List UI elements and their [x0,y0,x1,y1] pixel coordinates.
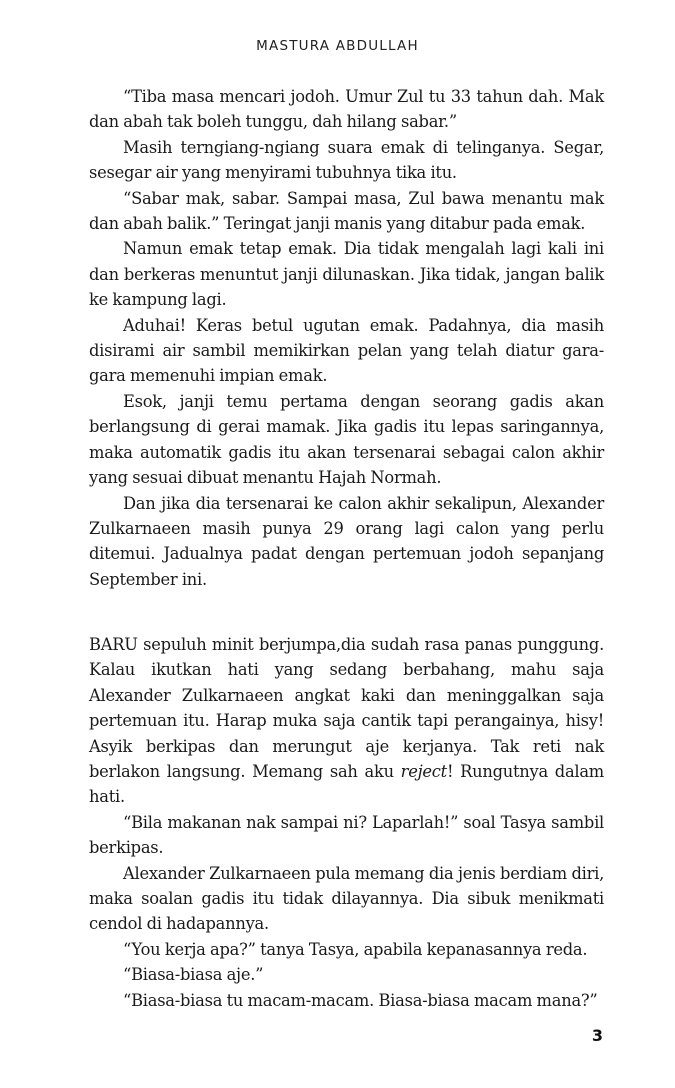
running-header-title: MASTURA ABDULLAH [256,38,419,54]
paragraph: Esok, janji temu pertama dengan seorang gadis akan berlangsung di gerai mamak. Jika gadis itu lepas saringannya, maka automatik gadis itu akan tersenarai sebagai calon akhir yang sesuai dibuat menantu Hajah Normah. [89,391,604,488]
opening-text-end: ! Rungutnya dalam hati. [89,762,604,807]
paragraph: Dan jika dia tersenarai ke calon akhir sekalipun, Alexander Zulkarnaeen masih punya 29 orang lagi calon yang perlu ditemui. Jadualnya padat dengan pertemuan jodoh sepanjang September ini. [89,493,604,589]
page-number: 3 [591,1026,603,1045]
paragraph: “You kerja apa?” tanya Tasya, apabila kepanasannya reda. [123,939,588,959]
text-section-2 [89,632,604,1013]
italic-word: reject [400,762,447,782]
paragraph: “Sabar mak, sabar. Sampai masa, Zul bawa menantu mak dan abah balik.” Teringat janji manis yang ditabur pada emak. [89,188,604,234]
opening-text: BARU sepuluh minit berjumpa,dia sudah rasa panas punggung. Kalau ikutkan hati yang sedang berbahang, mahu saja Alexander Zulkarnaeen angkat kaki dan meninggalkan saja pertemuan itu. Harap muka saja cantik tapi perangainya, hisy! Asyik berkipas dan merungut aje kerjanya. Tak reti nak berlakon langsung. Memang sah aku [89,635,604,782]
paragraph: Aduhai! Keras betul ugutan emak. Padahnya, dia masih disirami air sambil memikirkan pelan yang telah diatur gara-gara memenuhi impian emak. [89,315,604,386]
paragraph: “Biasa-biasa tu macam-macam. Biasa-biasa macam mana?” [123,990,598,1010]
paragraph: “Tiba masa mencari jodoh. Umur Zul tu 33 tahun dah. Mak dan abah tak boleh tunggu, dah hilang sabar.” [89,87,604,132]
paragraph: Alexander Zulkarnaeen pula memang dia jenis berdiam diri, maka soalan gadis itu tidak dilayannya. Dia sibuk menikmati cendol di hadapannya. [89,863,604,934]
paragraph: Masih terngiang-ngiang suara emak di telinganya. Segar, sesegar air yang menyirami tubuhnya tika itu. [89,137,604,183]
paragraph: “Biasa-biasa aje.” [123,965,264,985]
section-opening-paragraph [89,632,604,810]
text-section-1 [89,84,604,592]
paragraph: Namun emak tetap emak. Dia tidak mengalah lagi kali ini dan berkeras menuntut janji dilunaskan. Jika tidak, jangan balik ke kampung lagi. [89,239,604,310]
paragraph: “Bila makanan nak sampai ni? Laparlah!” soal Tasya sambil berkipas. [89,812,604,858]
